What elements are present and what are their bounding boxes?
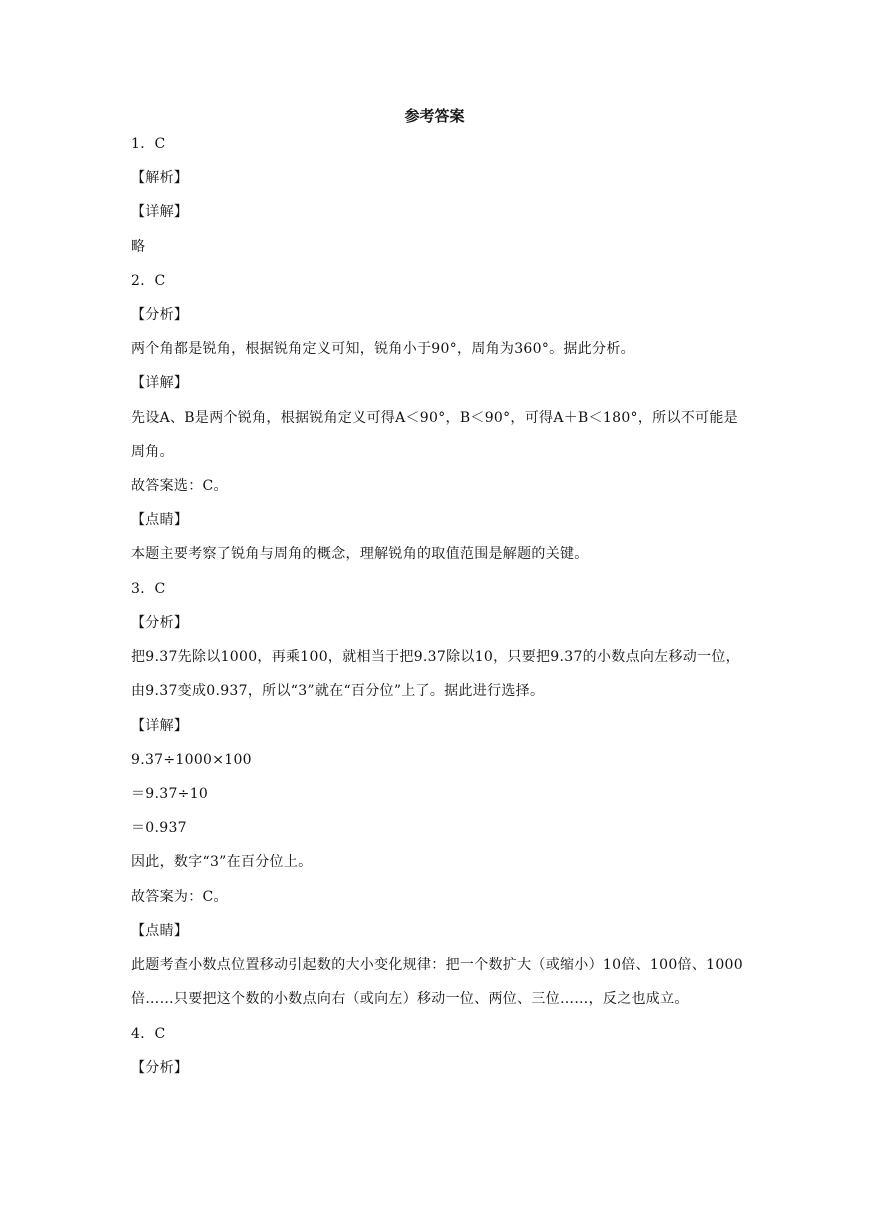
equation-line: ＝0.937 [131,820,187,837]
section-heading: 【解析】 [131,170,189,187]
equation-line: ＝9.37÷10 [131,786,209,802]
section-heading: 【详解】 [131,717,189,734]
body-text: 此题考查小数点位置移动引起数的大小变化规律：把一个数扩大（或缩小）10倍、100倍、1000倍……只要把这个数的小数点向右（或向左）移动一位、两位、三位……，反之也成立。 [131,956,743,1008]
body-text: 两个角都是锐角，根据锐角定义可知，锐角小于90°，周角为360°。据此分析。 [131,341,635,358]
answer-number: 2．C [131,272,166,289]
section-heading: 【分析】 [131,306,189,323]
body-text: 把9.37先除以1000，再乘100，就相当于把9.37除以10，只要把9.37的小数点向左移动一位，由9.37变成0.937，所以“3”就在“百分位”上了。据此进行选择。 [131,649,740,700]
answer-number: 4．C [131,1025,166,1042]
body-text: 故答案为：C。 [131,888,228,905]
section-heading: 【详解】 [131,204,189,221]
section-heading: 【点睛】 [131,512,189,529]
answer-number: 1．C [131,136,166,152]
section-heading: 【分析】 [131,1059,189,1076]
page-title: 参考答案 [404,107,465,125]
answer-number: 3．C [131,580,166,597]
body-text: 略 [131,238,146,255]
section-heading: 【点睛】 [131,922,189,939]
body-text: 故答案选：C。 [131,478,228,495]
equation-line: 9.37÷1000×100 [131,751,252,768]
body-text: 本题主要考察了锐角与周角的概念，理解锐角的取值范围是解题的关键。 [131,546,589,563]
section-heading: 【详解】 [131,375,189,392]
section-heading: 【分析】 [131,614,189,631]
answer-content [131,134,743,1092]
body-text: 因此，数字“3”在百分位上。 [131,854,313,871]
body-text: 先设A、B是两个锐角，根据锐角定义可得A＜90°，B＜90°，可得A＋B＜180°，所以不可能是周角。 [131,409,738,460]
